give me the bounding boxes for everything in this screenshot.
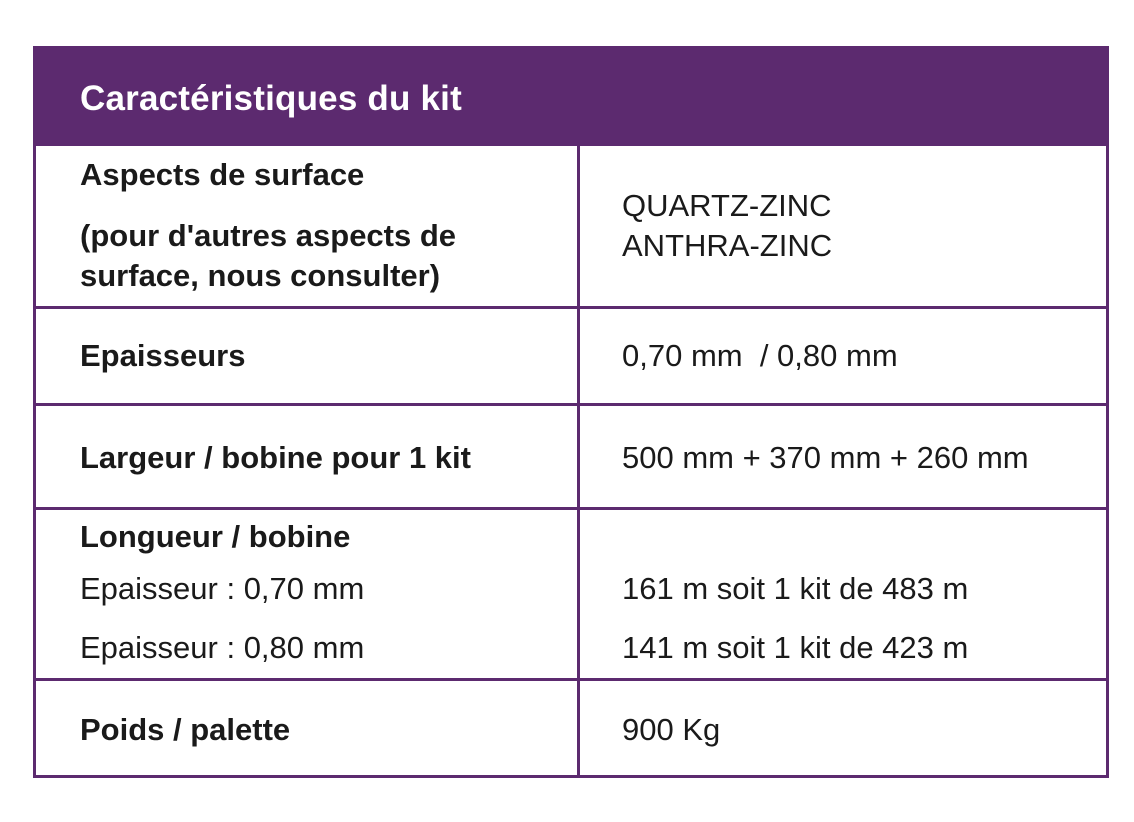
length-sub-value-080: 141 m soit 1 kit de 423 m [622, 630, 969, 665]
weight-per-pallet-label: Poids / palette [80, 712, 291, 747]
thickness-value: 0,70 mm / 0,80 mm [622, 338, 898, 373]
row-divider [36, 678, 1106, 681]
table-header [36, 49, 1106, 146]
table-title: Caractéristiques du kit [80, 79, 462, 118]
length-per-coil-label: Longueur / bobine [80, 519, 351, 554]
weight-per-pallet-value: 900 Kg [622, 712, 721, 747]
thickness-label: Epaisseurs [80, 338, 246, 373]
surface-aspects-note-line1: (pour d'autres aspects de [80, 218, 457, 253]
surface-aspect-value-anthra: ANTHRA-ZINC [622, 228, 833, 263]
row-divider [36, 403, 1106, 406]
row-divider [36, 306, 1106, 309]
surface-aspect-value-quartz: QUARTZ-ZINC [622, 188, 832, 223]
kit-characteristics-table [33, 46, 1109, 778]
length-sub-label-070: Epaisseur : 0,70 mm [80, 571, 365, 606]
width-per-coil-value: 500 mm + 370 mm + 260 mm [622, 440, 1029, 475]
surface-aspects-note-line2: surface, nous consulter) [80, 258, 441, 293]
length-sub-value-070: 161 m soit 1 kit de 483 m [622, 571, 969, 606]
column-divider [577, 146, 580, 778]
length-sub-label-080: Epaisseur : 0,80 mm [80, 630, 365, 665]
row-divider [36, 507, 1106, 510]
width-per-coil-label: Largeur / bobine pour 1 kit [80, 440, 471, 475]
surface-aspects-label: Aspects de surface [80, 157, 365, 192]
